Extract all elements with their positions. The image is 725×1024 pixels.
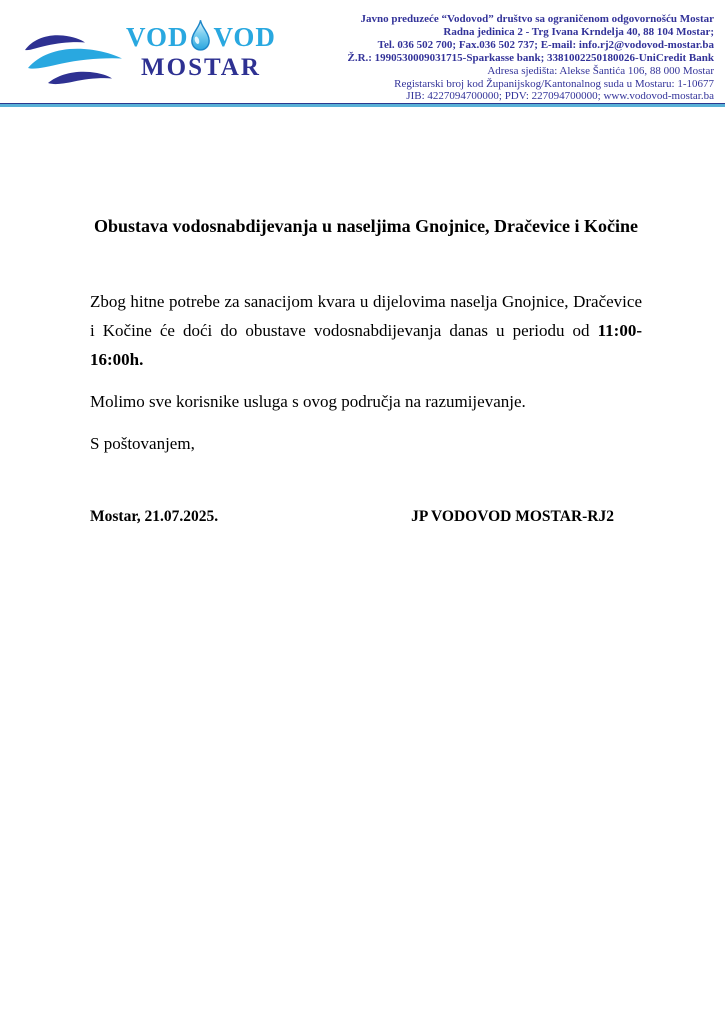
water-drop-icon <box>189 18 212 52</box>
notice-title: Obustava vodosnabdijevanja u naseljima Gnojnice, Dračevice i Kočine <box>94 216 638 236</box>
logo-wordmark <box>126 22 276 80</box>
waves-icon <box>24 30 130 88</box>
paragraph-1-bold-time: 11:00-16:00h. <box>90 321 642 369</box>
signature-row <box>90 508 642 526</box>
company-contact-line: Tel. 036 502 700; Fax.036 502 737; E-mail: info.rj2@vodovod-mostar.ba <box>377 38 714 51</box>
logo-vodovod-part2: VOD <box>213 21 276 52</box>
company-seat-line: Adresa sjedišta: Alekse Šantića 106, 88 000 Mostar <box>487 64 714 77</box>
company-name-line: Javno preduzeće “Vodovod” društvo sa ograničenom odgovornošću Mostar <box>360 13 714 25</box>
paragraph-2: Molimo sve korisnike usluga s ovog područja na razumijevanje. <box>90 392 526 411</box>
logo-mostar: MOSTAR <box>141 54 261 81</box>
letterhead <box>0 0 725 103</box>
header-divider <box>0 103 725 107</box>
paragraph-1-text: Zbog hitne potrebe za sanacijom kvara u dijelovima naselja Gnojnice, Dračevice i Kočine će doći do obustave vodosnabdijevanja danas u periodu od <box>90 292 642 340</box>
date-place: Mostar, 21.07.2025. <box>90 508 219 525</box>
company-logo <box>24 22 276 88</box>
company-tax-line: JIB: 4227094700000; PDV: 227094700000; www.vodovod-mostar.ba <box>406 90 714 103</box>
company-registry-line: Registarski broj kod Županijskog/Kantonalnog suda u Mostaru: 1-10677 <box>394 77 714 90</box>
company-bank-line: Ž.R.: 1990530009031715-Sparkasse bank; 3381002250180026-UniCredit Bank <box>347 51 714 64</box>
company-info <box>347 13 714 103</box>
closing-line: S poštovanjem, <box>90 434 195 453</box>
company-address-line: Radna jedinica 2 - Trg Ivana Krndelja 40, 88 104 Mostar; <box>443 25 714 38</box>
notice-body <box>90 211 642 526</box>
signature: JP VODOVOD MOSTAR-RJ2 <box>411 508 614 525</box>
logo-vodovod-part1: VOD <box>126 21 189 52</box>
paragraph-1 <box>90 287 642 374</box>
